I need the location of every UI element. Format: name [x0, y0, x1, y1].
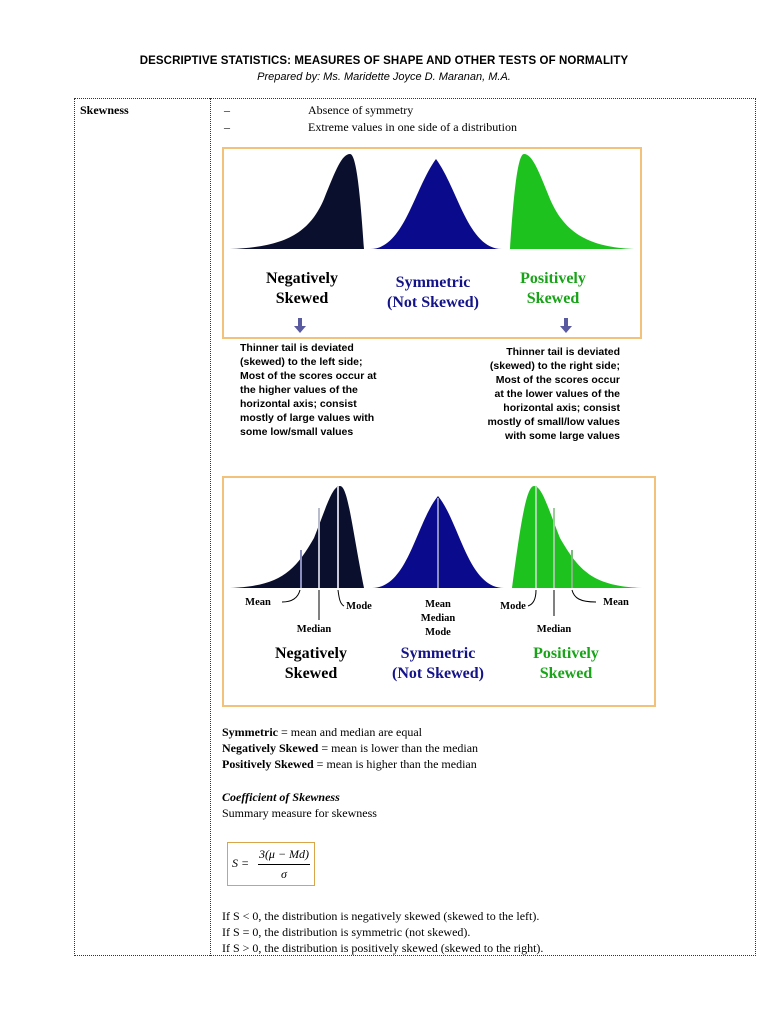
bullet-text: Extreme values in one side of a distribution — [308, 120, 517, 134]
bullet-dash: – — [224, 103, 230, 117]
pos-mode-label: Mode — [500, 601, 526, 612]
note-line: Most of the scores occur — [495, 374, 620, 386]
note-line: at the lower values of the — [494, 388, 620, 400]
document-subtitle: Prepared by: Ms. Maridette Joyce D. Maranan, M.A. — [257, 71, 511, 83]
label-line: Skewed — [284, 665, 338, 682]
neg-mean-label: Mean — [245, 597, 271, 608]
note-line: the higher values of the — [240, 384, 358, 396]
arrow-icon — [282, 590, 300, 602]
negative-skew-curve — [230, 154, 364, 249]
label-line: (Not Skewed) — [387, 294, 479, 311]
skewness-formula — [227, 842, 315, 886]
note-line: Thinner tail is deviated — [506, 346, 620, 358]
definition-term: Positively Skewed — [222, 757, 314, 771]
formula-lhs: S = — [232, 856, 250, 870]
note-line: some low/small values — [240, 426, 354, 438]
coefficient-heading: Coefficient of Skewness — [222, 790, 340, 804]
label-line: Skewed — [539, 665, 593, 682]
down-arrow-icon — [560, 318, 572, 333]
down-arrow-icon — [294, 318, 306, 333]
positive-skew-description — [462, 345, 620, 443]
definition-symmetric — [222, 724, 422, 740]
pos-median-label: Median — [536, 624, 572, 635]
formula-numerator: 3(μ − Md) — [258, 847, 310, 861]
definition-text: = mean and median are equal — [277, 725, 423, 739]
positive-skew-curve — [510, 154, 634, 249]
label-line: Negatively — [275, 645, 347, 662]
table-column-divider — [210, 98, 211, 956]
note-line: Thinner tail is deviated — [240, 342, 354, 354]
distribution-curves-with-measures — [224, 478, 654, 598]
rule-negative: If S < 0, the distribution is negatively skewed (skewed to the left). — [222, 909, 540, 923]
pos-mean-label: Mean — [603, 597, 629, 608]
note-line: horizontal axis; consist — [503, 402, 620, 414]
note-line: with some large values — [505, 430, 620, 442]
definition-term: Symmetric — [222, 725, 278, 739]
note-line: mostly of large values with — [240, 412, 375, 424]
negative-skew-label — [248, 644, 374, 684]
sym-median-label: Median — [420, 613, 456, 624]
note-line: horizontal axis; consist — [240, 398, 357, 410]
document-title: DESCRIPTIVE STATISTICS: MEASURES OF SHAPE AND OTHER TESTS OF NORMALITY — [139, 55, 629, 67]
negative-skew-label — [242, 269, 362, 309]
label-line: Symmetric — [400, 645, 476, 662]
bullet-dash: – — [224, 120, 230, 134]
formula-fraction-bar — [258, 864, 310, 865]
label-line: (Not Skewed) — [392, 665, 484, 682]
negative-skew-curve — [230, 486, 364, 588]
symmetric-label — [370, 273, 496, 313]
definition-text: = mean is higher than the median — [313, 757, 477, 771]
positive-skew-label — [514, 644, 618, 684]
sym-measures-label — [410, 598, 466, 640]
symmetric-label — [378, 644, 498, 684]
symmetric-curve — [370, 159, 502, 249]
label-line: Symmetric — [395, 274, 471, 291]
label-line: Negatively — [266, 270, 338, 287]
neg-median-label: Median — [296, 624, 332, 635]
row-heading-skewness: Skewness — [80, 103, 129, 117]
label-line: Skewed — [526, 290, 580, 307]
sym-mean-label: Mean — [425, 599, 451, 610]
definition-text: = mean is lower than the median — [318, 741, 479, 755]
rule-positive: If S > 0, the distribution is positively skewed (skewed to the right). — [222, 941, 544, 955]
neg-mode-label: Mode — [346, 601, 372, 612]
note-line: mostly of small/low values — [487, 416, 620, 428]
coefficient-description: Summary measure for skewness — [222, 806, 377, 820]
definition-negative — [222, 740, 478, 756]
formula-denominator: σ — [281, 867, 287, 881]
definition-positive — [222, 756, 477, 772]
note-line: (skewed) to the left side; — [240, 356, 363, 368]
note-line: Most of the scores occur at — [240, 370, 377, 382]
distribution-curves — [224, 149, 640, 259]
sym-mode-label: Mode — [425, 627, 451, 638]
rule-zero: If S = 0, the distribution is symmetric (not skewed). — [222, 925, 471, 939]
positive-skew-label — [500, 269, 606, 309]
note-line: (skewed) to the right side; — [489, 360, 620, 372]
definition-term: Negatively Skewed — [222, 741, 319, 755]
bullet-text: Absence of symmetry — [308, 103, 414, 117]
arrow-icon — [572, 590, 596, 602]
skewness-shapes-figure — [222, 147, 642, 339]
label-line: Positively — [533, 645, 599, 662]
label-line: Skewed — [275, 290, 329, 307]
mean-median-mode-figure — [222, 476, 656, 707]
negative-skew-description — [240, 341, 420, 439]
label-line: Positively — [520, 270, 586, 287]
positive-skew-curve — [512, 486, 642, 588]
